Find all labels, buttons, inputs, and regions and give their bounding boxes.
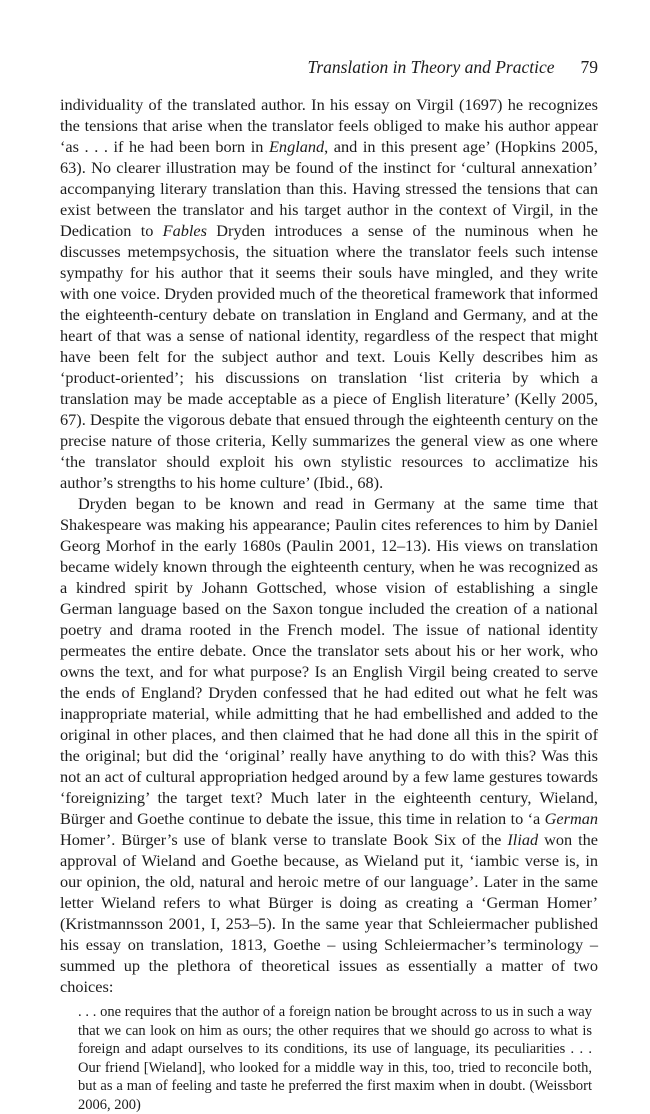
text-run: Homer’. Bürger’s use of blank verse to translate Book Six of the (60, 830, 508, 849)
paragraph (60, 94, 598, 493)
italic-text: Fables (162, 221, 207, 240)
text-run: individuality of the translated author. In his essay on Virgil (1697) he recognizes the tensions that arise when the translator feels obliged to make his author appear ‘as . . . if he had been born in (60, 95, 598, 156)
text-run: won the approval of Wieland and Goethe because, as Wieland put it, ‘iambic verse is, in our opinion, the old, natural and heroic metre of our language’. Later in the same letter Wieland refers to what Bürger is doing as creating a ‘German Homer’ (Kristmannsson 2001, I, 253–5). In the same year that Schleiermacher published his essay on translation, 1813, Goethe – using Schleiermacher’s terminology – summed up the plethora of theoretical issues as essentially a matter of two choices: (60, 830, 598, 996)
text-run: , and in this present age’ (Hopkins 2005, 63). No clearer illustration may be found of the instinct for ‘cultural annexation’ accompanying literary translation than this. Having stressed the tensions that can exist between the translator and his target author in the context of Virgil, in the Dedication to (60, 137, 598, 240)
italic-text: German (544, 809, 598, 828)
paragraph (60, 493, 598, 997)
running-title: Translation in Theory and Practice (307, 57, 555, 77)
text-run: Dryden introduces a sense of the numinous when he discusses metempsychosis, the situation where the translator feels such intense sympathy for his author that it seems their souls have mingled, and they write with one voice. Dryden provided much of the theoretical framework that informed the eighteenth-century debate on translation in England and Germany, and at the heart of that was a sense of national identity, regardless of the respect that might have been felt for the subject author and text. Louis Kelly describes him as ‘product-oriented’; his discussions on translation ‘list criteria by which a translation may be made acceptable as a piece of English literature’ (Kelly 2005, 67). Despite the vigorous debate that ensued through the eighteenth century on the precise nature of those criteria, Kelly summarizes the general view as one where ‘the translator should exploit his own stylistic resources to acclimatize his author’s strengths to his home culture’ (Ibid., 68). (60, 221, 598, 492)
text-run: Dryden began to be known and read in Germany at the same time that Shakespeare was making his appearance; Paulin cites references to him by Daniel Georg Morhof in the early 1680s (Paulin 2001, 12–13). His views on translation became widely known through the eighteenth century, when he was recognized as a kindred spirit by Johann Gottsched, whose vision of establishing a single German language based on the Saxon tongue included the creation of a national poetry and drama rooted in the French model. The issue of national identity permeates the entire debate. Once the translator sets about his or her work, who owns the text, and for what purpose? Is an English Virgil being created to serve the ends of England? Dryden confessed that he had edited out what he felt was inappropriate material, while admitting that he had embellished and added to the original in other places, and then claimed that he had done all this in the spirit of the original; but did the ‘original’ really have anything to do with this? Was this not an act of cultural appropriation hedged around by a few lame gestures towards ‘foreignizing’ the target text? Much later in the eighteenth century, Wieland, Bürger and Goethe continue to debate the issue, this time in relation to ‘a (60, 494, 598, 828)
page-number: 79 (580, 57, 598, 77)
block-quote: . . . one requires that the author of a foreign nation be brought across to us in such a way that we can look on him as ours; the other requires that we should go across to what is foreign and adapt ourselves to its conditions, its use of language, its peculiarities . . . Our friend [Wieland], who looked for a middle way in this, too, tried to reconcile both, but as a man of feeling and taste he preferred the first maxim when in doubt. (Weissbort 2006, 200) (78, 1004, 592, 1113)
italic-text: Iliad (507, 830, 539, 849)
body-text (60, 94, 598, 1114)
running-head (60, 56, 598, 78)
italic-text: England (268, 137, 325, 156)
